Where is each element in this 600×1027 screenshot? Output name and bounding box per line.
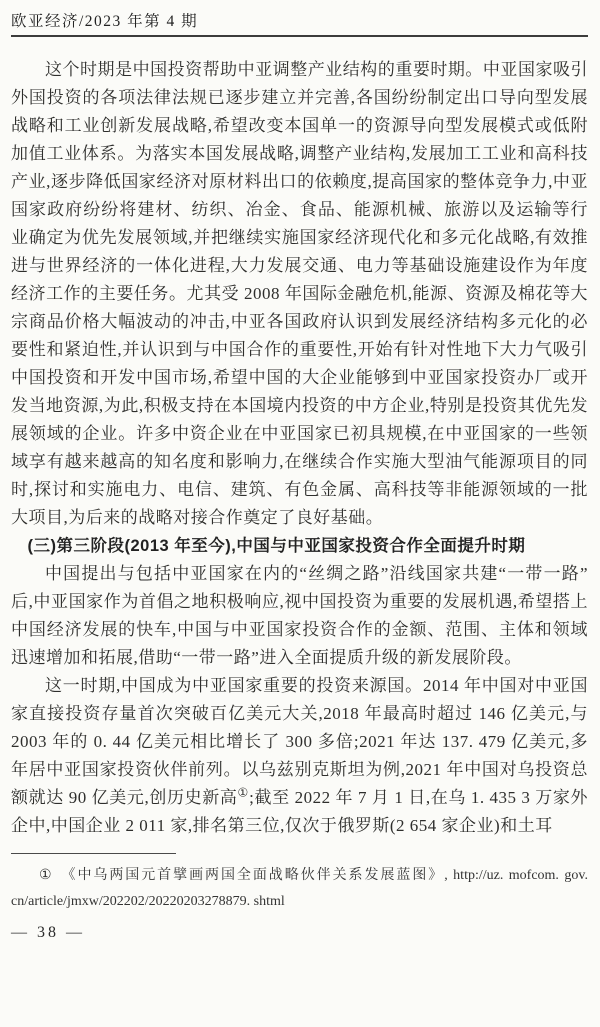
page-number: — 38 — <box>11 924 85 941</box>
paragraph-2: 中国提出与包括中亚国家在内的“丝绸之路”沿线国家共建“一带一路”后,中亚国家作为首倡之地积极响应,视中国投资为重要的发展机遇,希望搭上中国经济发展的快车,中国与中亚国家投资合作的金额、范围、主体和领域迅速增加和拓展,借助“一带一路”进入全面提质升级的新发展阶段。 <box>11 564 588 667</box>
footnote <box>11 863 588 915</box>
paragraph-1: 这个时期是中国投资帮助中亚调整产业结构的重要时期。中亚国家吸引外国投资的各项法律法规已逐步建立并完善,各国纷纷制定出口导向型发展战略和工业创新发展战略,希望改变本国单一的资源导向型发展模式或低附加值工业体系。为落实本国发展战略,调整产业结构,发展加工工业和高科技产业,逐步降低国家经济对原材料出口的依赖度,提高国家的整体竞争力,中亚国家政府纷纷将建材、纺织、冶金、食品、能源机械、旅游以及运输等行业确定为优先发展领域,并把继续实施国家经济现代化和多元化战略,有效推进与世界经济的一体化进程,大力发展交通、电力等基础设施建设作为年度经济工作的主要任务。尤其受 2008 年国际金融危机,能源、资源及棉花等大宗商品价格大幅波动的冲击,中亚各国政府认识到发展经济结构多元化的必要性和紧迫性,并认识到与中国合作的重要性,开始有针对性地下大力气吸引中国投资和开发中国市场,希望中国的大企业能够到中亚国家投资办厂或开发当地资源,为此,积极支持在本国境内投资的中方企业,特别是投资其优先发展领域的企业。许多中资企业在中亚国家已初具规模,在中亚国家的一些领域享有越来越高的知名度和影响力,在继续合作实施大型油气能源项目的同时,探讨和实施电力、电信、建筑、有色金属、高科技等非能源领域的一批大项目,为后来的战略对接合作奠定了良好基础。 <box>11 60 588 527</box>
page-footer <box>11 853 588 942</box>
footnote-reference-marker: ① <box>237 785 250 800</box>
paragraph-3-text: 这一时期,中国成为中亚国家重要的投资来源国。2014 年中国对中亚国家直接投资存量首次突破百亿美元大关,2018 年最高时超过 146 亿美元,与 2003 年的 0. 44 亿美元相比增长了 300 多倍;2021 年达 137. 479 亿美元,多年居中亚国家投资伙伴前列。以乌兹别克斯坦为例,2021 年中国对乌投资总额就达 90 亿美元,创历史新高 <box>11 676 588 807</box>
page-header <box>11 12 588 37</box>
paragraph-3-text-continued: ;截至 2022 年 7 月 1 日,在乌 1. 435 3 万家外企中,中国企业 2 011 家,排名第三位,仅次于俄罗斯(2 654 家企业)和土耳 <box>11 788 589 835</box>
header-rule <box>11 35 588 37</box>
running-head: 欧亚经济/2023 年第 4 期 <box>11 13 199 30</box>
footnote-separator-rule <box>11 853 176 854</box>
article-body <box>11 56 588 840</box>
paragraph-3 <box>11 672 588 840</box>
section-heading: (三)第三阶段(2013 年至今),中国与中亚国家投资合作全面提升时期 <box>27 537 526 555</box>
footnote-text: 《中乌两国元首擘画两国全面战略伙伴关系发展蓝图》, http://uz. mofcom. gov. cn/article/jmxw/202202/20220203278879. shtml <box>11 868 588 909</box>
footnote-marker: ① <box>39 868 54 883</box>
